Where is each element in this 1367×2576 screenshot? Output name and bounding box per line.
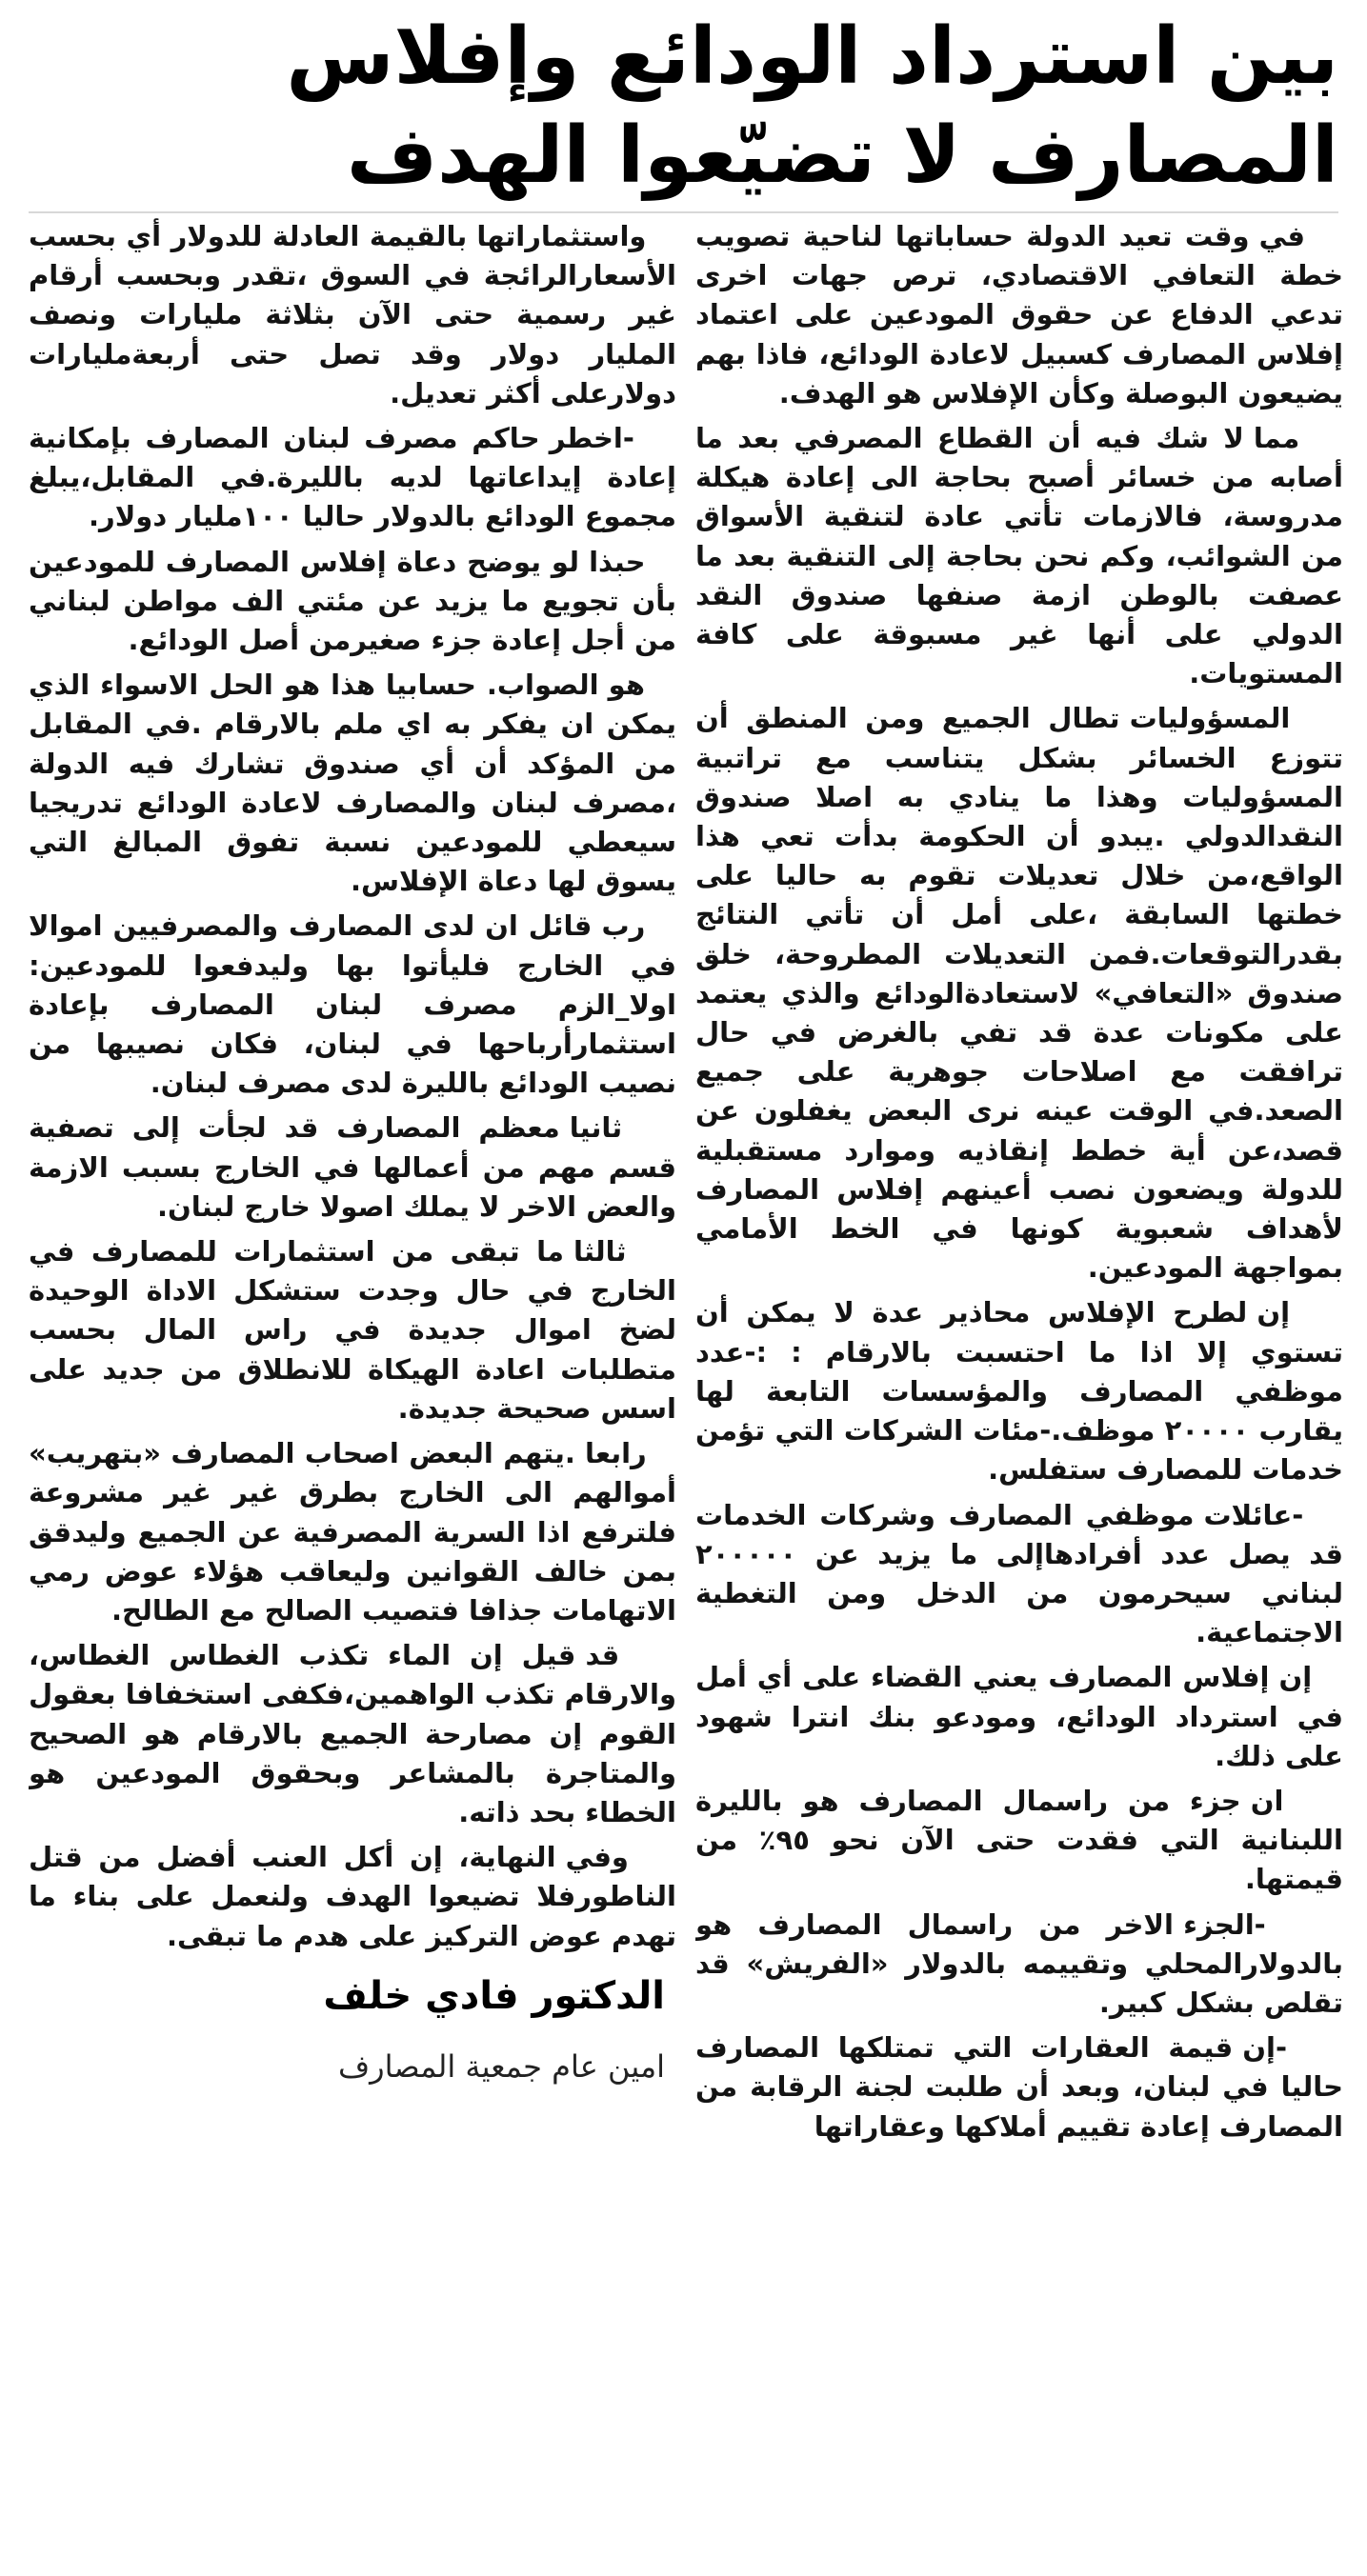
paragraph: -اخطر حاكم مصرف لبنان المصارف بإمكانية إعادة إيداعاتها لديه بالليرة.في المقابل،يبلغ مجموع الودائع بالدولار حاليا ١٠٠مليار دولار. — [29, 422, 676, 533]
paragraph: -الجزء الاخر من راسمال المصارف هو بالدولارالمحلي وتقييمه بالدولار «الفريش» قد تقلص بشكل كبير. — [695, 1907, 1343, 2019]
author-signature — [29, 1969, 676, 2089]
headline-line-1: بين استرداد الودائع وإفلاس — [286, 11, 1338, 102]
article-column-right — [695, 217, 1343, 2560]
paragraph: قد قيل إن الماء تكذب الغطاس الغطاس، والارقام تكذب الواهمين،فكفى استخفافا بعقول القوم إن مصارحة الجميع بالارقام هو الصحيح والمتاجرة بالمشاعر وبحقوق المودعين هو الخطاء بحد ذاته. — [29, 1639, 676, 1828]
paragraph: مما لا شك فيه أن القطاع المصرفي بعد ما أصابه من خسائر أصبح بحاجة الى إعادة هيكلة مدروسة، فالازمات تأتي عادة لتنقية الأسواق من الشوائب، وكم نحن بحاجة إلى التنقية بعد ما عصفت بالوطن ازمة صنفها صندوق النقد الدولي على أنها غير مسبوقة على كافة المستويات. — [695, 422, 1343, 690]
headline-divider — [29, 211, 1338, 213]
paragraph: في وقت تعيد الدولة حساباتها لناحية تصويب خطة التعافي الاقتصادي، ترص جهات اخرى تدعي الدفاع عن حقوق المودعين على اعتماد إفلاس المصارف كسبيل لاعادة الودائع، فاذا بهم يضيعون البوصلة وكأن الإفلاس هو الهدف. — [695, 220, 1343, 409]
author-title: امين عام جمعية المصارف — [337, 2047, 665, 2085]
paragraph: المسؤوليات تطال الجميع ومن المنطق أن تتوزع الخسائر بشكل يتناسب مع تراتبية المسؤوليات وهذا ما ينادي به اصلا صندوق النقدالدولي .يبدو أن الحكومة بدأت تعي هذا الواقع،من خلال تعديلات تقوم به حاليا على خطتها السابقة ،على أمل أن تأتي النتائج بقدرالتوقعات.فمن التعديلات المطروحة، خلق صندوق «التعافي» لاستعادةالودائع والذي يعتمد على مكونات عدة قد تفي بالغرض في حال ترافقت مع اصلاحات جوهرية على جميع الصعد.في الوقت عينه نرى البعض يغفلون عن قصد،عن أية خطط إنقاذيه وموارد مستقبلية للدولة ويضعون نصب أعينهم إفلاس المصارف لأهداف شعبوية كونها في الخط الأمامي بمواجهة المودعين. — [695, 702, 1343, 1285]
paragraph: واستثماراتها بالقيمة العادلة للدولار أي بحسب الأسعارالرائجة في السوق ،تقدر وبحسب أرقام غير رسمية حتى الآن بثلاثة مليارات ونصف المليار دولار وقد تصل حتى أربعةمليارات دولارعلى أكثر تعديل. — [29, 220, 676, 409]
paragraph: حبذا لو يوضح دعاة إفلاس المصارف للمودعين بأن تجويع ما يزيد عن مئتي الف مواطن لبناني من أجل إعادة جزء صغيرمن أصل الودائع. — [29, 545, 676, 657]
paragraph: وفي النهاية، إن أكل العنب أفضل من قتل الناطورفلا تضيعوا الهدف ولنعمل على بناء ما تهدم عوض التركيز على هدم ما تبقى. — [29, 1841, 676, 1952]
author-name: الدكتور فادي خلف — [323, 1973, 665, 2018]
paragraph: إن لطرح الإفلاس محاذير عدة لا يمكن أن تستوي إلا اذا ما احتسبت بالارقام : :-عدد موظفي المصارف والمؤسسات التابعة لها يقارب ٢٠٠٠٠ موظف.-مئات الشركات التي تؤمن خدمات للمصارف ستفلس. — [695, 1296, 1343, 1487]
paragraph: رابعا .يتهم البعض اصحاب المصارف «بتهريب» أموالهم الى الخارج بطرق غير غير مشروعة فلترفع اذا السرية المصرفية عن الجميع وليدقق بمن خالف القوانين وليعاقب هؤلاء عوض رمي الاتهامات جذافا فتصيب الصالح مع الطالح. — [29, 1437, 676, 1627]
paragraph: رب قائل ان لدى المصارف والمصرفيين اموالا في الخارج فليأتوا بها وليدفعوا للمودعين: اولا_الزم مصرف لبنان المصارف بإعادة استثمارأرباحها في لبنان، فكان نصيبها من نصيب الودائع بالليرة لدى مصرف لبنان. — [29, 909, 676, 1100]
article-headline — [29, 8, 1338, 208]
headline-line-2: المصارف لا تضيّعوا الهدف — [346, 110, 1338, 201]
paragraph: ثانيا معظم المصارف قد لجأت إلى تصفية قسم مهم من أعمالها في الخارج بسبب الازمة والعض الاخر لا يملك اصولا خارج لبنان. — [29, 1111, 676, 1223]
paragraph: هو الصواب. حسابيا هذا هو الحل الاسواء الذي يمكن ان يفكر به اي ملم بالارقام .في المقابل من المؤكد أن أي صندوق تشارك فيه الدولة ،مصرف لبنان والمصارف لاعادة الودائع تدريجيا سيعطي للمودعين نسبة تفوق المبالغ التي يسوق لها دعاة الإفلاس. — [29, 669, 676, 898]
article-column-left — [29, 217, 676, 2560]
paragraph: -إن قيمة العقارات التي تمتلكها المصارف حاليا في لبنان، وبعد أن طلبت لجنة الرقابة من المصارف إعادة تقييم أملاكها وعقاراتها — [695, 2031, 1343, 2143]
paragraph: ان جزء من راسمال المصارف هو بالليرة اللبنانية التي فقدت حتى الآن نحو ٩٥٪ من قيمتها. — [695, 1784, 1343, 1896]
paragraph: إن إفلاس المصارف يعني القضاء على أي أمل في استرداد الودائع، ومودعو بنك انترا شهود على ذلك. — [695, 1661, 1343, 1772]
paragraph: ثالثا ما تبقى من استثمارات للمصارف في الخارج في حال وجدت ستشكل الاداة الوحيدة لضخ اموال جديدة في راس المال بحسب متطلبات اعادة الهيكاة للانطلاق من جديد على اسس صحيحة جديدة. — [29, 1235, 676, 1425]
paragraph: -عائلات موظفي المصارف وشركات الخدمات قد يصل عدد أفرادهاإلى ما يزيد عن ٢٠٠٠٠٠ لبناني سيحرمون من الدخل ومن التغطية الاجتماعية. — [695, 1498, 1343, 1649]
